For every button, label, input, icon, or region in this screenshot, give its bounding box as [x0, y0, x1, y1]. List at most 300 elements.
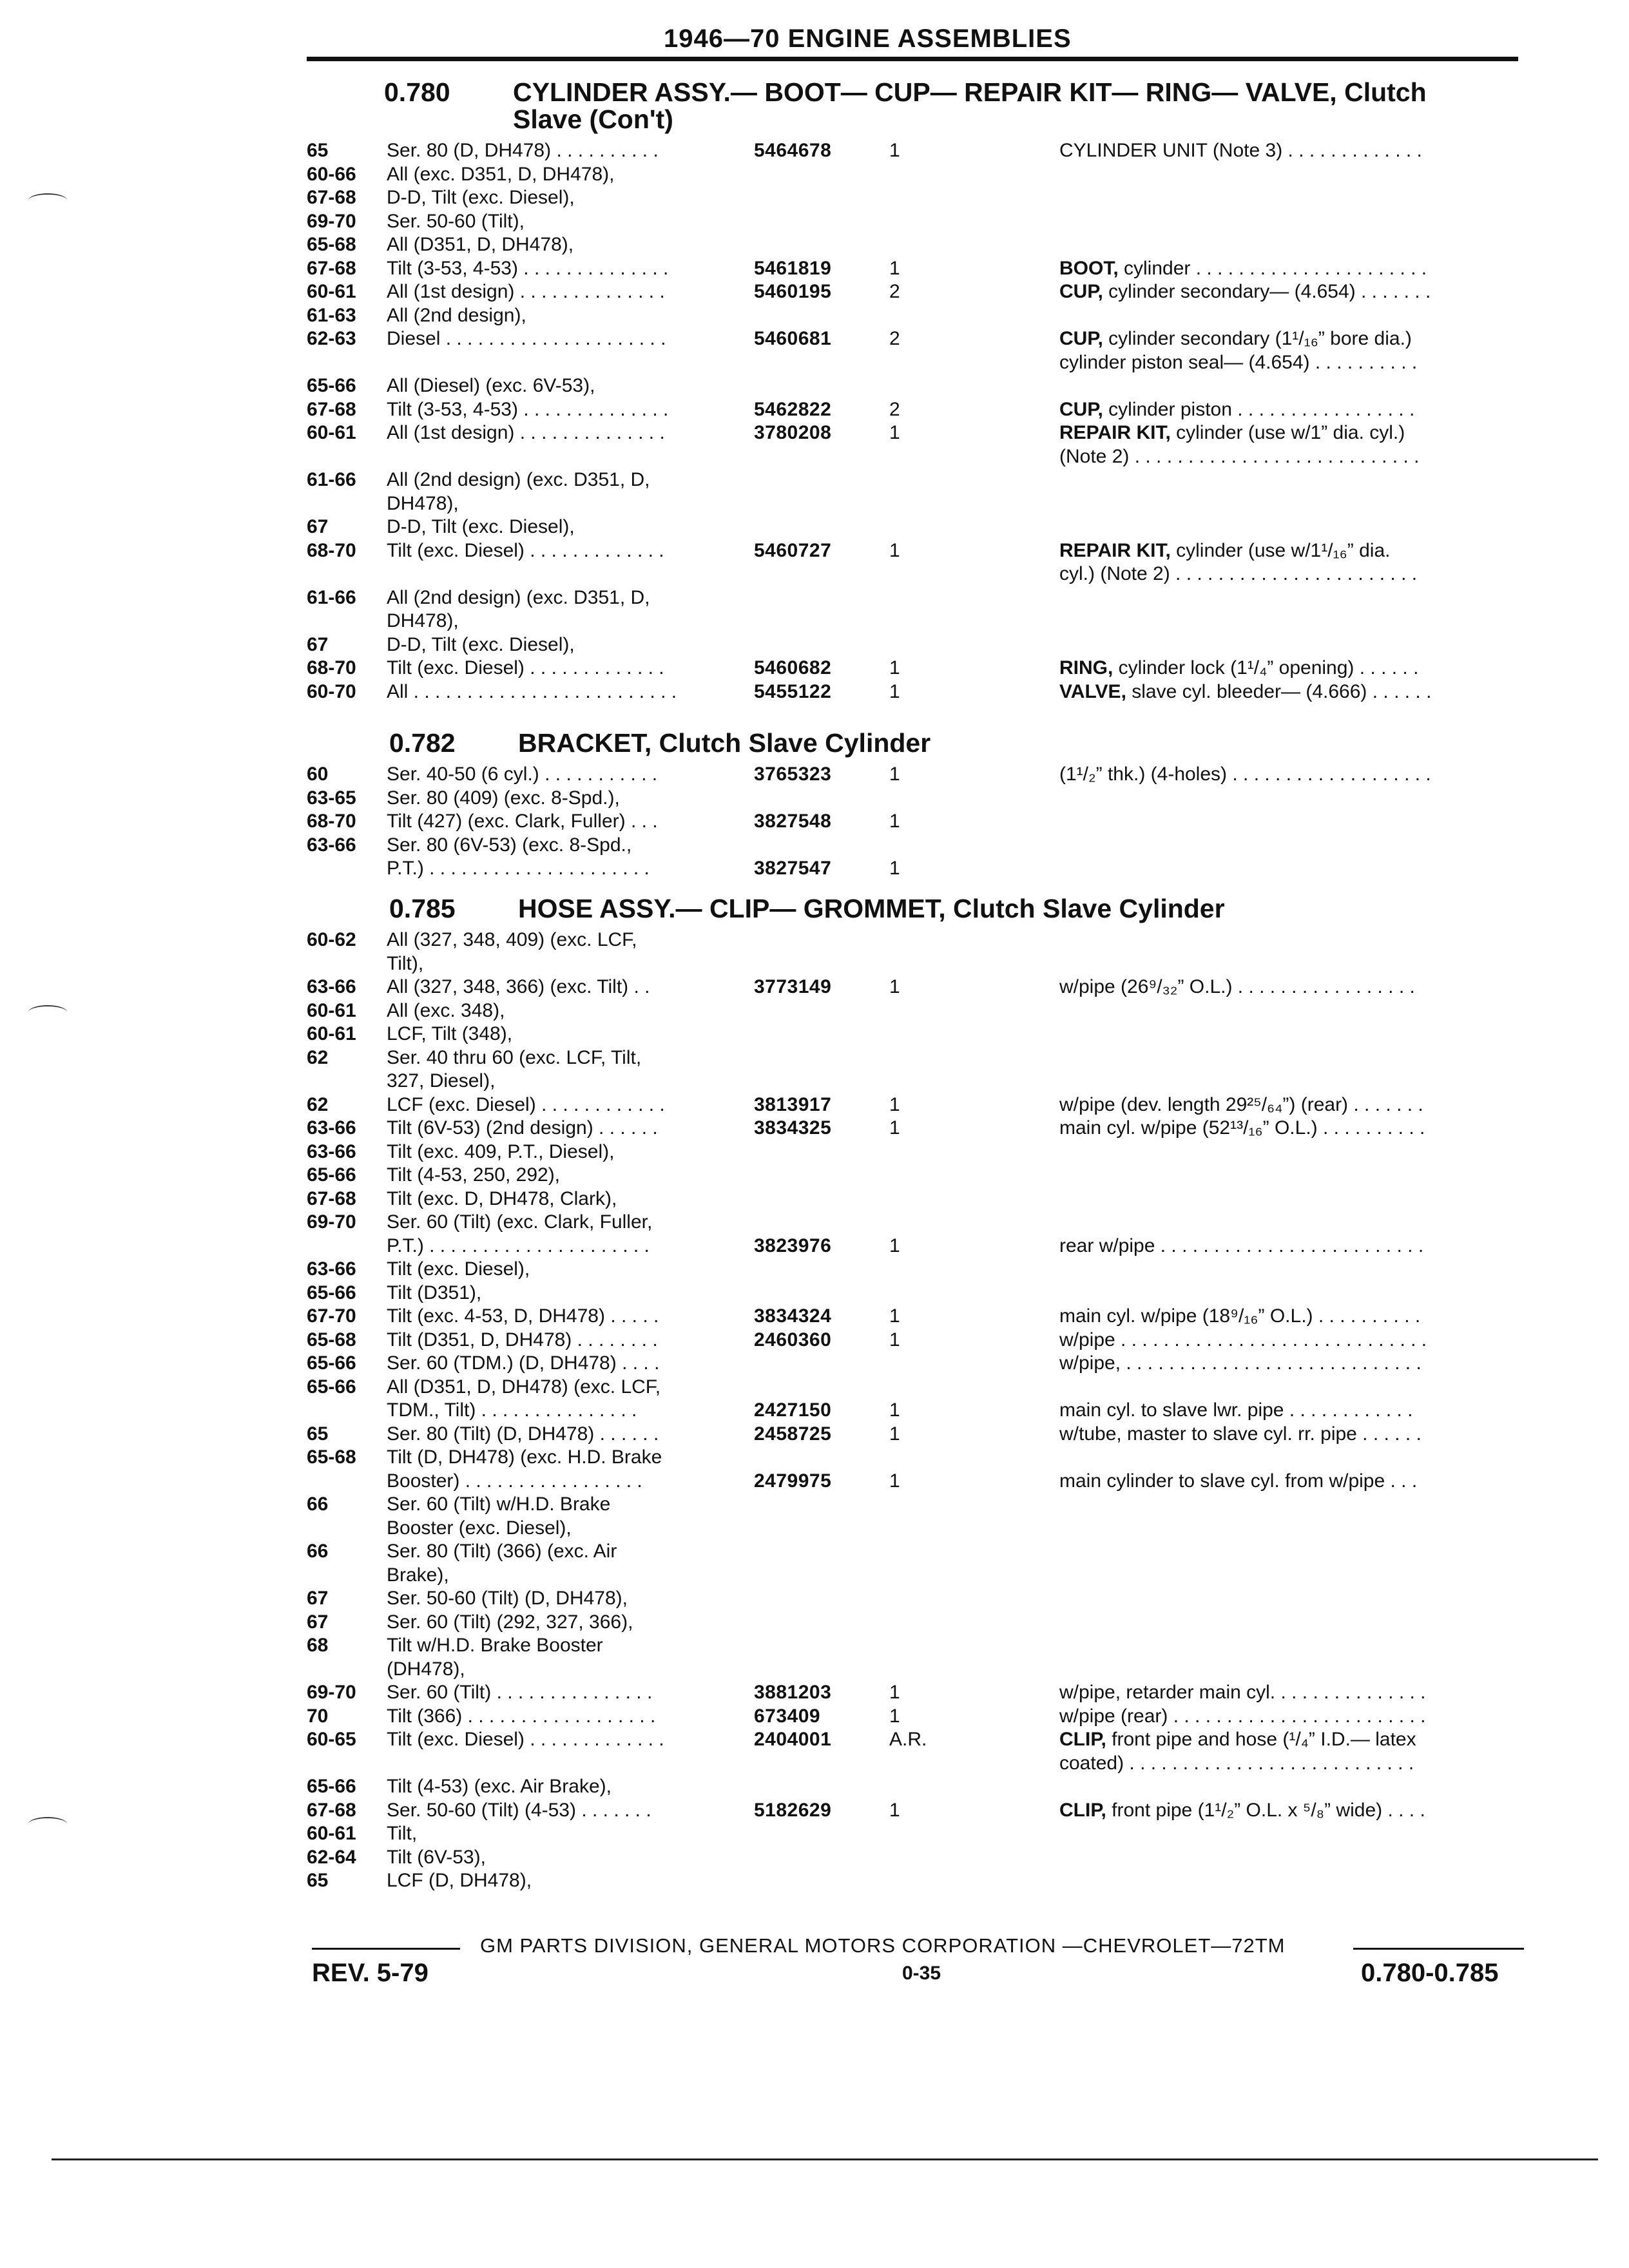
description-text: (Note 2) . . . . . . . . . . . . . . . . . . . . . . . . . . . — [1059, 445, 1420, 467]
description-text: front pipe (1¹/₂” O.L. x ⁵/₈” wide) . . . . — [1106, 1799, 1425, 1821]
list-item — [307, 468, 1518, 492]
description — [1059, 139, 1510, 162]
description — [1059, 680, 1510, 704]
description — [1059, 656, 1510, 680]
application: Tilt, — [387, 1823, 418, 1844]
application: Tilt (exc. 409, P.T., Diesel), — [387, 1140, 615, 1162]
description — [1059, 327, 1510, 351]
description-keyword: BOOT, — [1059, 257, 1119, 279]
part-number: 3773149 — [754, 976, 832, 997]
application: All (327, 348, 366) (exc. Tilt) . . — [387, 976, 650, 997]
description — [1059, 1398, 1510, 1422]
page-number: 0-35 — [902, 1963, 941, 1984]
model-years: 63-66 — [307, 1117, 356, 1139]
model-years: 62 — [307, 1093, 329, 1115]
list-item — [307, 680, 1518, 704]
description-keyword: VALVE, — [1059, 680, 1126, 702]
description-text: cyl.) (Note 2) . . . . . . . . . . . . . . . . . . . . . . . — [1059, 563, 1418, 584]
application: Tilt), — [387, 952, 424, 974]
model-years: 67 — [307, 1588, 329, 1609]
description-text: main cyl. w/pipe (18⁹/₁₆” O.L.) . . . . . . . . . . — [1059, 1305, 1421, 1327]
description-text: main cylinder to slave cyl. from w/pipe . . . — [1059, 1470, 1418, 1492]
list-item — [307, 445, 1518, 468]
description — [1059, 562, 1510, 586]
part-number: 2427150 — [754, 1399, 832, 1421]
application: All (D351, D, DH478) (exc. LCF, — [387, 1376, 661, 1398]
description — [1059, 421, 1510, 445]
description-keyword: CLIP, — [1059, 1729, 1106, 1750]
part-number: 5460682 — [754, 657, 832, 678]
part-number: 3780208 — [754, 422, 832, 443]
description-text: cylinder (use w/1” dia. cyl.) — [1170, 422, 1405, 443]
description — [1059, 1680, 1510, 1704]
application: (DH478), — [387, 1658, 465, 1680]
list-item — [307, 374, 1518, 398]
application: All . . . . . . . . . . . . . . . . . . . . . . . . . — [387, 680, 677, 702]
model-years: 69-70 — [307, 1682, 356, 1703]
model-years: 65-68 — [307, 1329, 356, 1350]
application: Ser. 50-60 (Tilt), — [387, 210, 525, 232]
application: Tilt (exc. D, DH478, Clark), — [387, 1187, 617, 1209]
list-item — [307, 1869, 1518, 1892]
part-number: 5464678 — [754, 140, 832, 161]
quantity: 1 — [889, 1470, 900, 1492]
list-item — [307, 975, 1518, 999]
application: All (1st design) . . . . . . . . . . . . . . — [387, 422, 665, 443]
list-item — [307, 398, 1518, 421]
description — [1059, 762, 1510, 786]
part-number: 3765323 — [754, 764, 832, 785]
list-item — [307, 1657, 1518, 1681]
list-item — [307, 1398, 1518, 1422]
part-number: 5455122 — [754, 680, 832, 702]
description — [1059, 1234, 1510, 1258]
list-item — [307, 1234, 1518, 1258]
model-years: 61-63 — [307, 304, 356, 326]
model-years: 63-65 — [307, 787, 356, 809]
list-item — [307, 562, 1518, 586]
list-item — [307, 1727, 1518, 1751]
model-years: 65-66 — [307, 1776, 356, 1797]
description-text: cylinder . . . . . . . . . . . . . . . . . . . . . . — [1118, 257, 1427, 279]
quantity: 1 — [889, 858, 900, 879]
list-item — [307, 633, 1518, 657]
application: D-D, Tilt (exc. Diesel), — [387, 633, 575, 655]
application: Tilt (3-53, 4-53) . . . . . . . . . . . . . . — [387, 398, 669, 420]
section-title: CYLINDER ASSY.— BOOT— CUP— REPAIR KIT— RING— VALVE, Clutch — [513, 77, 1427, 107]
application: All (exc. D351, D, DH478), — [387, 163, 615, 185]
model-years: 60-70 — [307, 680, 356, 702]
application: Ser. 80 (Tilt) (D, DH478) . . . . . . — [387, 1423, 659, 1445]
description-text: w/pipe (dev. length 29²⁵/₆₄”) (rear) . . . . . . . — [1059, 1093, 1423, 1115]
application: D-D, Tilt (exc. Diesel), — [387, 187, 575, 208]
list-item — [307, 1798, 1518, 1822]
application: Tilt (D351), — [387, 1282, 482, 1303]
description — [1059, 1116, 1510, 1140]
description — [1059, 1093, 1510, 1117]
application: Ser. 60 (TDM.) (D, DH478) . . . . — [387, 1352, 660, 1374]
list-item — [307, 952, 1518, 975]
quantity: 2 — [889, 398, 900, 420]
list-item — [307, 1187, 1518, 1211]
application: Ser. 50-60 (Tilt) (4-53) . . . . . . . — [387, 1799, 651, 1821]
model-years: 60-66 — [307, 163, 356, 185]
application: All (1st design) . . . . . . . . . . . . . . — [387, 281, 665, 302]
list-item — [307, 1257, 1518, 1281]
application: Tilt (427) (exc. Clark, Fuller) . . . — [387, 811, 658, 832]
application: All (2nd design), — [387, 304, 526, 326]
description — [1059, 1798, 1510, 1822]
application: Tilt (exc. 4-53, D, DH478) . . . . . — [387, 1305, 659, 1327]
list-item — [307, 1140, 1518, 1164]
list-item — [307, 1774, 1518, 1798]
scan-mark — [28, 1005, 67, 1019]
list-item — [307, 656, 1518, 680]
model-years: 65-68 — [307, 1446, 356, 1468]
section-number: 0.782 — [389, 728, 456, 758]
application: LCF, Tilt (348), — [387, 1023, 513, 1044]
model-years: 60-62 — [307, 929, 356, 950]
scan-edge-line — [52, 2158, 1598, 2160]
description-text: rear w/pipe . . . . . . . . . . . . . . . . . . . . . . . . . — [1059, 1235, 1424, 1256]
description-text: cylinder lock (1¹/₄” opening) . . . . . . — [1113, 657, 1419, 678]
model-years: 65-68 — [307, 234, 356, 255]
model-years: 68-70 — [307, 811, 356, 832]
application: 327, Diesel), — [387, 1070, 496, 1091]
description — [1059, 256, 1510, 280]
list-item — [307, 1563, 1518, 1587]
description-text: slave cyl. bleeder— (4.666) . . . . . . — [1126, 680, 1432, 702]
description — [1059, 1422, 1510, 1446]
application: Booster (exc. Diesel), — [387, 1517, 572, 1539]
description-text: cylinder secondary (1¹/₁₆” bore dia.) — [1103, 328, 1412, 349]
description-text: w/tube, master to slave cyl. rr. pipe . . . . . . — [1059, 1423, 1422, 1445]
part-number: 2458725 — [754, 1423, 832, 1445]
list-item — [307, 1281, 1518, 1305]
page-header: 1946—70 ENGINE ASSEMBLIES — [664, 24, 1072, 53]
list-item — [307, 209, 1518, 233]
list-item — [307, 162, 1518, 186]
application: Ser. 40 thru 60 (exc. LCF, Tilt, — [387, 1046, 642, 1068]
model-years: 63-66 — [307, 976, 356, 997]
application: Tilt (6V-53) (2nd design) . . . . . . — [387, 1117, 658, 1139]
application: Tilt (D, DH478) (exc. H.D. Brake — [387, 1446, 662, 1468]
description — [1059, 1704, 1510, 1728]
list-item — [307, 1539, 1518, 1563]
application: All (Diesel) (exc. 6V-53), — [387, 375, 595, 396]
list-item — [307, 1586, 1518, 1610]
description-keyword: CLIP, — [1059, 1799, 1106, 1821]
part-number: 5462822 — [754, 398, 832, 420]
quantity: 1 — [889, 1799, 900, 1821]
application: All (2nd design) (exc. D351, D, — [387, 586, 650, 608]
description-keyword: RING, — [1059, 657, 1113, 678]
model-years: 69-70 — [307, 1211, 356, 1233]
quantity: 1 — [889, 1399, 900, 1421]
part-number: 2479975 — [754, 1470, 832, 1492]
description-text: main cyl. w/pipe (52¹³/₁₆” O.L.) . . . . . . . . . . — [1059, 1117, 1425, 1139]
application: Ser. 80 (409) (exc. 8-Spd.), — [387, 787, 620, 809]
list-item — [307, 809, 1518, 833]
quantity: 1 — [889, 1093, 900, 1115]
application: All (D351, D, DH478), — [387, 234, 574, 255]
model-years: 69-70 — [307, 210, 356, 232]
list-item — [307, 999, 1518, 1023]
application: D-D, Tilt (exc. Diesel), — [387, 516, 575, 537]
application: Booster) . . . . . . . . . . . . . . . . . — [387, 1470, 642, 1492]
list-item — [307, 1093, 1518, 1117]
application: DH478), — [387, 492, 459, 514]
part-number: 5461819 — [754, 257, 832, 279]
application: Tilt (D351, D, DH478) . . . . . . . . — [387, 1329, 658, 1350]
list-item — [307, 833, 1518, 857]
footer-publisher: GM PARTS DIVISION, GENERAL MOTORS CORPORATION —CHEVROLET—72TM — [480, 1934, 1286, 1957]
list-item — [307, 539, 1518, 562]
model-years: 65-66 — [307, 375, 356, 396]
quantity: 2 — [889, 328, 900, 349]
model-years: 67-70 — [307, 1305, 356, 1327]
list-item — [307, 280, 1518, 303]
model-years: 70 — [307, 1705, 329, 1727]
model-years: 67 — [307, 1611, 329, 1633]
list-item — [307, 1069, 1518, 1093]
model-years: 67-68 — [307, 1187, 356, 1209]
list-item — [307, 1445, 1518, 1469]
application: DH478), — [387, 610, 459, 631]
application: TDM., Tilt) . . . . . . . . . . . . . . . — [387, 1399, 637, 1421]
model-years: 65 — [307, 140, 329, 161]
application: Diesel . . . . . . . . . . . . . . . . . . . . . — [387, 328, 666, 349]
description-text: w/pipe . . . . . . . . . . . . . . . . . . . . . . . . . . . . . — [1059, 1329, 1427, 1350]
description — [1059, 1727, 1510, 1751]
section-number: 0.780 — [384, 77, 450, 107]
model-years: 62 — [307, 1046, 329, 1068]
description-text: w/pipe (26⁹/₃₂” O.L.) . . . . . . . . . . . . . . . . . — [1059, 976, 1415, 997]
part-number: 3834325 — [754, 1117, 832, 1139]
model-years: 63-66 — [307, 834, 356, 856]
model-years: 65-66 — [307, 1376, 356, 1398]
section-range: 0.780-0.785 — [1361, 1959, 1499, 1987]
description-keyword: CUP, — [1059, 328, 1103, 349]
application: Ser. 80 (D, DH478) . . . . . . . . . . — [387, 140, 659, 161]
model-years: 60-61 — [307, 1823, 356, 1844]
application: Tilt (4-53, 250, 292), — [387, 1164, 561, 1186]
application: Tilt (4-53) (exc. Air Brake), — [387, 1776, 612, 1797]
application: Ser. 40-50 (6 cyl.) . . . . . . . . . . . — [387, 764, 658, 785]
quantity: 1 — [889, 1705, 900, 1727]
quantity: 1 — [889, 1305, 900, 1327]
description — [1059, 398, 1510, 421]
part-number: 2460360 — [754, 1329, 832, 1350]
list-item — [307, 1680, 1518, 1704]
application: Brake), — [387, 1564, 449, 1586]
list-item — [307, 1610, 1518, 1634]
footer-rule-left — [312, 1948, 460, 1950]
model-years: 67-68 — [307, 257, 356, 279]
list-item — [307, 421, 1518, 445]
model-years: 62-64 — [307, 1846, 356, 1868]
model-years: 67 — [307, 633, 329, 655]
application: All (exc. 348), — [387, 999, 505, 1021]
quantity: 1 — [889, 976, 900, 997]
list-item — [307, 1375, 1518, 1399]
list-item — [307, 786, 1518, 810]
list-item — [307, 1516, 1518, 1540]
model-years: 65 — [307, 1423, 329, 1445]
application: Ser. 50-60 (Tilt) (D, DH478), — [387, 1588, 628, 1609]
model-years: 67 — [307, 516, 329, 537]
part-number: 3827547 — [754, 858, 832, 879]
list-item — [307, 928, 1518, 952]
part-number: 3881203 — [754, 1682, 832, 1703]
list-item — [307, 1704, 1518, 1728]
list-item — [307, 1469, 1518, 1493]
list-item — [307, 1351, 1518, 1375]
description-text: w/pipe, retarder main cyl. . . . . . . . . . . . . . . — [1059, 1682, 1426, 1703]
section-number: 0.785 — [389, 894, 456, 923]
description-text: coated) . . . . . . . . . . . . . . . . . . . . . . . . . . . — [1059, 1752, 1414, 1774]
model-years: 62-63 — [307, 328, 356, 349]
application: Tilt (exc. Diesel) . . . . . . . . . . . . . — [387, 657, 664, 678]
quantity: 1 — [889, 811, 900, 832]
model-years: 68-70 — [307, 539, 356, 561]
description — [1059, 1751, 1510, 1775]
description-keyword: REPAIR KIT, — [1059, 539, 1171, 561]
application: All (2nd design) (exc. D351, D, — [387, 469, 650, 490]
application: Tilt (3-53, 4-53) . . . . . . . . . . . . . . — [387, 257, 669, 279]
quantity: 1 — [889, 657, 900, 678]
quantity: 1 — [889, 422, 900, 443]
model-years: 65 — [307, 1870, 329, 1891]
model-years: 61-66 — [307, 586, 356, 608]
list-item — [307, 609, 1518, 633]
list-item — [307, 351, 1518, 374]
list-item — [307, 762, 1518, 786]
description-text: cylinder (use w/1¹/₁₆” dia. — [1170, 539, 1391, 561]
part-number: 673409 — [754, 1705, 821, 1727]
description — [1059, 445, 1510, 468]
quantity: 1 — [889, 1235, 900, 1256]
application: LCF (exc. Diesel) . . . . . . . . . . . . — [387, 1093, 665, 1115]
description-keyword: CUP, — [1059, 281, 1103, 302]
application: Tilt (exc. Diesel), — [387, 1258, 530, 1280]
quantity: A.R. — [889, 1729, 927, 1750]
description-text: CYLINDER UNIT (Note 3) . . . . . . . . . . . . . — [1059, 140, 1422, 161]
section-title: HOSE ASSY.— CLIP— GROMMET, Clutch Slave Cylinder — [518, 894, 1225, 923]
part-number: 5460195 — [754, 281, 832, 302]
description-keyword: CUP, — [1059, 398, 1103, 420]
model-years: 66 — [307, 1541, 329, 1562]
model-years: 65-66 — [307, 1282, 356, 1303]
list-item — [307, 1116, 1518, 1140]
application: Tilt (6V-53), — [387, 1846, 486, 1868]
model-years: 67-68 — [307, 398, 356, 420]
quantity: 1 — [889, 1423, 900, 1445]
model-years: 60-61 — [307, 422, 356, 443]
list-item — [307, 1304, 1518, 1328]
quantity: 1 — [889, 539, 900, 561]
list-item — [307, 1821, 1518, 1845]
description — [1059, 1328, 1510, 1352]
description-text: (1¹/₂” thk.) (4-holes) . . . . . . . . . . . . . . . . . . . — [1059, 764, 1431, 785]
list-item — [307, 492, 1518, 515]
model-years: 60-61 — [307, 1023, 356, 1044]
application: Ser. 60 (Tilt) . . . . . . . . . . . . . . . — [387, 1682, 653, 1703]
header-rule — [307, 57, 1518, 61]
model-years: 67-68 — [307, 187, 356, 208]
model-years: 67-68 — [307, 1799, 356, 1821]
description-keyword: REPAIR KIT, — [1059, 422, 1171, 443]
quantity: 1 — [889, 1682, 900, 1703]
part-number: 3827548 — [754, 811, 832, 832]
model-years: 63-66 — [307, 1140, 356, 1162]
application: All (327, 348, 409) (exc. LCF, — [387, 929, 637, 950]
application: Tilt (366) . . . . . . . . . . . . . . . . . . — [387, 1705, 656, 1727]
description — [1059, 1351, 1510, 1375]
list-item — [307, 586, 1518, 610]
list-item — [307, 1845, 1518, 1869]
application: P.T.) . . . . . . . . . . . . . . . . . . . . . — [387, 1235, 650, 1256]
application: LCF (D, DH478), — [387, 1870, 532, 1891]
description — [1059, 1469, 1510, 1493]
description-text: w/pipe (rear) . . . . . . . . . . . . . . . . . . . . . . . . — [1059, 1705, 1426, 1727]
model-years: 60-61 — [307, 999, 356, 1021]
model-years: 68-70 — [307, 657, 356, 678]
list-item — [307, 1046, 1518, 1070]
list-item — [307, 327, 1518, 351]
list-item — [307, 1163, 1518, 1187]
footer-rule-right — [1353, 1948, 1524, 1950]
list-item — [307, 1422, 1518, 1446]
application: P.T.) . . . . . . . . . . . . . . . . . . . . . — [387, 858, 650, 879]
model-years: 63-66 — [307, 1258, 356, 1280]
description — [1059, 539, 1510, 562]
part-number: 5460727 — [754, 539, 832, 561]
scan-mark — [28, 193, 67, 207]
revision-label: REV. 5-79 — [312, 1959, 429, 1987]
quantity: 1 — [889, 1329, 900, 1350]
list-item — [307, 1022, 1518, 1046]
model-years: 65-66 — [307, 1352, 356, 1374]
application: Ser. 80 (Tilt) (366) (exc. Air — [387, 1541, 617, 1562]
quantity: 1 — [889, 140, 900, 161]
list-item — [307, 1633, 1518, 1657]
quantity: 2 — [889, 281, 900, 302]
model-years: 65-66 — [307, 1164, 356, 1186]
application: Ser. 60 (Tilt) (292, 327, 366), — [387, 1611, 633, 1633]
description-text: cylinder secondary— (4.654) . . . . . . . — [1103, 281, 1431, 302]
list-item — [307, 186, 1518, 209]
model-years: 61-66 — [307, 469, 356, 490]
list-item — [307, 1328, 1518, 1352]
description — [1059, 975, 1510, 999]
application: Ser. 60 (Tilt) w/H.D. Brake — [387, 1494, 611, 1515]
description-text: cylinder piston . . . . . . . . . . . . . . . . . — [1103, 398, 1415, 420]
list-item — [307, 856, 1518, 880]
application: Tilt (exc. Diesel) . . . . . . . . . . . . . — [387, 539, 664, 561]
description-text: main cyl. to slave lwr. pipe . . . . . . . . . . . . — [1059, 1399, 1413, 1421]
model-years: 60-65 — [307, 1729, 356, 1750]
description — [1059, 351, 1510, 374]
list-item — [307, 515, 1518, 539]
quantity: 1 — [889, 257, 900, 279]
part-number: 5182629 — [754, 1799, 832, 1821]
model-years: 60 — [307, 764, 329, 785]
list-item — [307, 1492, 1518, 1516]
model-years: 68 — [307, 1635, 329, 1656]
description-text: front pipe and hose (¹/₄” I.D.— latex — [1106, 1729, 1416, 1750]
list-item — [307, 233, 1518, 256]
